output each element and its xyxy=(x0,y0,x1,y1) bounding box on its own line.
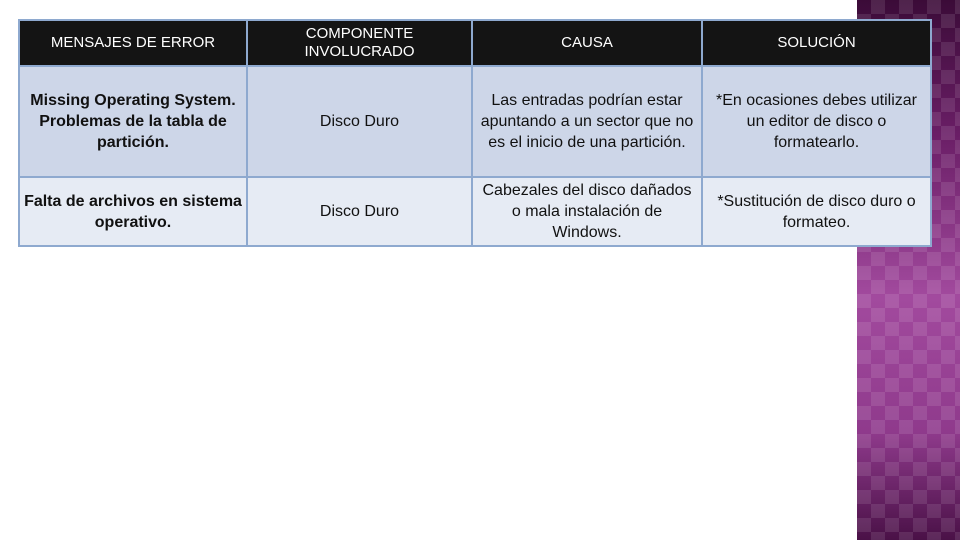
cell-mensaje: Falta de archivos en sistema operativo. xyxy=(19,177,247,246)
cell-causa: Cabezales del disco dañados o mala instalación de Windows. xyxy=(472,177,702,246)
header-causa: CAUSA xyxy=(472,20,702,66)
error-table-container xyxy=(18,19,930,247)
cell-solucion: *Sustitución de disco duro o formateo. xyxy=(702,177,931,246)
cell-componente: Disco Duro xyxy=(247,177,472,246)
table-row xyxy=(19,66,931,177)
cell-solucion: *En ocasiones debes utilizar un editor de disco o formatearlo. xyxy=(702,66,931,177)
header-componente: COMPONENTE INVOLUCRADO xyxy=(247,20,472,66)
error-table xyxy=(18,19,932,247)
cell-mensaje: Missing Operating System. Problemas de la tabla de partición. xyxy=(19,66,247,177)
table-header-row xyxy=(19,20,931,66)
cell-componente: Disco Duro xyxy=(247,66,472,177)
header-solucion: SOLUCIÓN xyxy=(702,20,931,66)
header-mensajes: MENSAJES DE ERROR xyxy=(19,20,247,66)
cell-causa: Las entradas podrían estar apuntando a un sector que no es el inicio de una partición. xyxy=(472,66,702,177)
table-row xyxy=(19,177,931,246)
